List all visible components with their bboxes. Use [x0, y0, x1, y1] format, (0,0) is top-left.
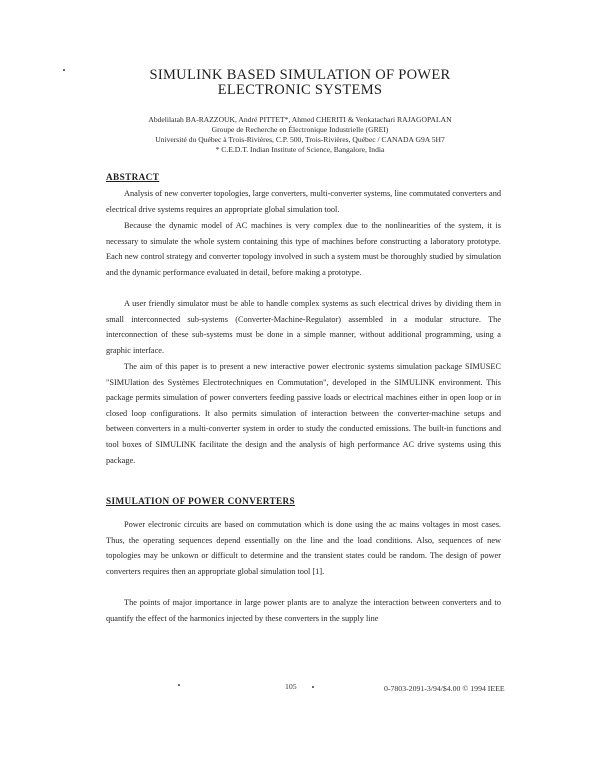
author-list: Abdelilatah BA-RAZZOUK, André PITTET*, Ahmed CHERITI & Venkatachari RAJAGOPALAN [148, 115, 452, 124]
page-number: 105 [285, 682, 297, 691]
abstract-paragraph: The aim of this paper is to present a new interactive power electronic systems simulation package SIMUSEC "SIMUlation des Systèmes Electrotechniques en Commutation", developed in the SIMULINK environment. This package permits simulation of power converters feeding passive loads or electrical machines either in open loop or in closed loop configurations. It also permits simulation of interaction between the converter-machine setups and between converters in a multi-converter system in order to study the conducted emissions. The built-in functions and tool boxes of SIMULINK facilitate the design and the analysis of high performance AC drive systems using this package. [106, 362, 501, 465]
abstract-paragraph: A user friendly simulator must be able to handle complex systems as such electrical drives by dividing them in small interconnected sub-systems (Converter-Machine-Regulator) assembled in a modular structure. The interconnection of these sub-systems must be done in a simple manner, without additional programming, using a graphic interface. [106, 299, 501, 355]
scan-speck [63, 69, 65, 71]
university-address: Université du Québec à Trois-Rivières, C.P. 500, Trois-Rivières, Québec / CANADA G9A 5H7 [155, 135, 445, 144]
research-group: Groupe de Recherche en Électronique Industrielle (GREI) [211, 125, 389, 134]
abstract-paragraph: Analysis of new converter topologies, large converters, multi-converter systems, line commutated converters and electrical drive systems requires an appropriate global simulation tool. [106, 189, 501, 214]
scan-speck [312, 686, 314, 688]
paper-title-line-2: ELECTRONIC SYSTEMS [217, 82, 383, 98]
section-paragraph: The points of major importance in large power plants are to analyze the interaction between converters and to quantify the effect of the harmonics injected by these converters in the supply line [106, 598, 501, 623]
section-heading: SIMULATION OF POWER CONVERTERS [106, 496, 296, 506]
scan-speck [178, 684, 180, 686]
abstract-paragraph: Because the dynamic model of AC machines is very complex due to the nonlinearities of the system, it is necessary to simulate the whole system containing this type of machines before constructing a laboratory prototype. Each new control strategy and converter topology involved in such a system must be thoroughly studied by simulation and the dynamic performance evaluated in detail, before making a prototype. [106, 221, 501, 277]
section-paragraph: Power electronic circuits are based on commutation which is done using the ac mains voltages in most cases. Thus, the operating sequences depend essentially on the line and the load conditions. Also, sequences of new topologies may be unkown or difficult to determine and the transient states could be random. The design of power converters requires then an appropriate global simulation tool [1]. [106, 520, 501, 576]
institute-note: * C.E.D.T. Indian Institute of Science, Bangalore, India [215, 145, 385, 154]
abstract-heading: ABSTRACT [106, 172, 160, 182]
copyright-line: 0-7803-2091-3/94/$4.00 © 1994 IEEE [384, 684, 505, 693]
paper-title-line-1: SIMULINK BASED SIMULATION OF POWER [149, 67, 451, 83]
